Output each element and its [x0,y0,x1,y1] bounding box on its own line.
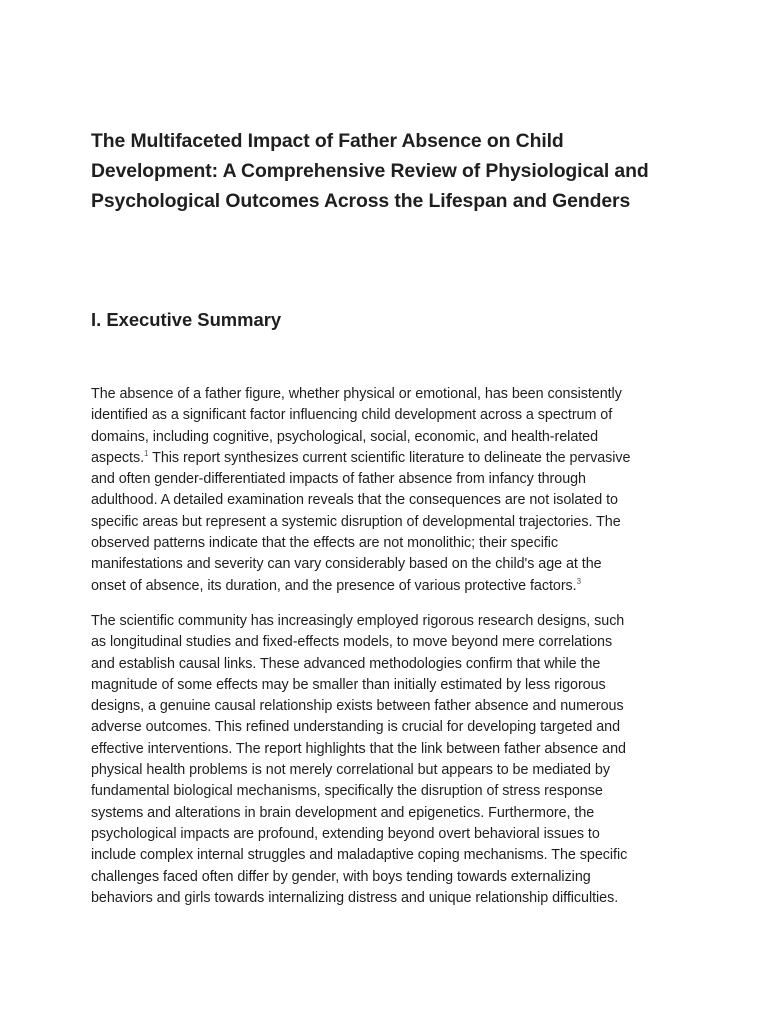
paragraph-line: include complex internal struggles and maladaptive coping mechanisms. The specific [91,847,628,864]
paragraph-line: systems and alterations in brain development and epigenetics. Furthermore, the [91,804,595,821]
paragraph-line: behaviors and girls towards internalizing distress and unique relationship difficulties. [91,889,619,906]
paragraph-line: observed patterns indicate that the effects are not monolithic; their specific [91,535,559,552]
title-line: Psychological Outcomes Across the Lifespan and Genders [91,190,631,212]
section-heading-executive-summary: I. Executive Summary [91,309,282,330]
paragraph-line: as longitudinal studies and fixed-effects models, to move beyond mere correlations [91,634,613,651]
paragraph-line [91,576,691,597]
summary-paragraph-1 [91,384,691,597]
paragraph-line: and often gender-differentiated impacts of father absence from infancy through [91,471,586,488]
paragraph-line: The scientific community has increasingly employed rigorous research designs, such [91,613,625,629]
summary-paragraph-2 [91,611,691,909]
citation-marker[interactable]: 1 [144,448,149,458]
paragraph-text: onset of absence, its duration, and the presence of various protective factors. [91,577,577,594]
paragraph-line: specific areas but represent a systemic disruption of developmental trajectories. The [91,513,621,530]
paragraph-line [91,448,691,469]
title-line: Development: A Comprehensive Review of Physiological and [91,160,649,182]
paragraph-line: designs, a genuine causal relationship exists between father absence and numerous [91,698,624,715]
paragraph-line: magnitude of some effects may be smaller than initially estimated by less rigorous [91,676,606,693]
paragraph-line: The absence of a father figure, whether physical or emotional, has been consistently [91,386,622,402]
paragraph-line: psychological impacts are profound, extending beyond overt behavioral issues to [91,825,600,842]
paragraph-line: fundamental biological mechanisms, specifically the disruption of stress response [91,783,603,800]
title-line: The Multifaceted Impact of Father Absence on Child [91,130,564,152]
paragraph-text: This report synthesizes current scientific literature to delineate the pervasive [148,449,631,466]
paragraph-line: physical health problems is not merely correlational but appears to be mediated by [91,762,610,779]
paragraph-line: domains, including cognitive, psychological, social, economic, and health-related [91,428,599,445]
paragraph-line: identified as a significant factor influencing child development across a spectrum of [91,407,613,424]
paragraph-line: adulthood. A detailed examination reveals that the consequences are not isolated to [91,492,618,509]
paragraph-line: and establish causal links. These advanced methodologies confirm that while the [91,655,601,672]
citation-marker[interactable]: 3 [576,576,582,586]
document-title [91,126,691,216]
paragraph-line: manifestations and severity can vary considerably based on the child's age at the [91,556,602,573]
paragraph-line: challenges faced often differ by gender, with boys tending towards externalizing [91,868,591,885]
paragraph-line: adverse outcomes. This refined understanding is crucial for developing targeted and [91,719,621,736]
paragraph-text: aspects. [91,449,145,466]
paragraph-line: effective interventions. The report highlights that the link between father absence and [91,740,626,757]
